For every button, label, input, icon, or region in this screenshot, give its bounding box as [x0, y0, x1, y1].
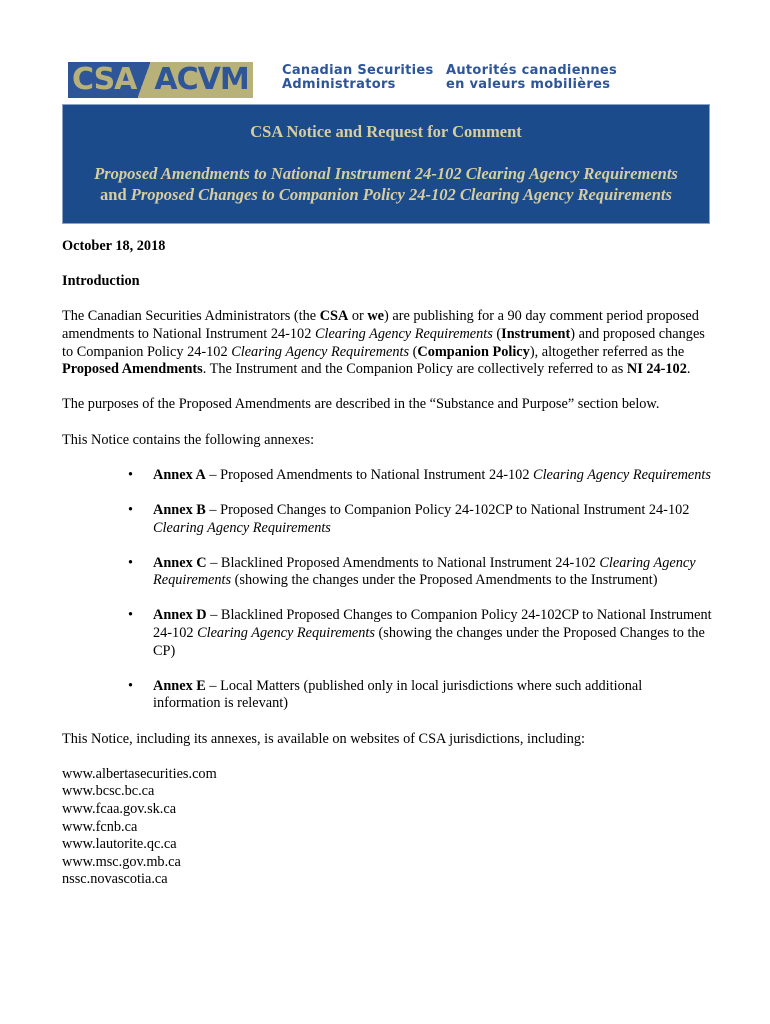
notice-title: CSA Notice and Request for Comment: [250, 122, 522, 141]
title-banner: [62, 104, 710, 224]
website-link[interactable]: www.fcaa.gov.sk.ca: [62, 801, 177, 817]
org-fr-line2: en valeurs mobilières: [446, 77, 611, 92]
notice-subtitle-line1: Proposed Amendments to National Instrument 24-102 Clearing Agency Requirements: [94, 164, 678, 183]
annexes-intro: This Notice contains the following annexes:: [62, 431, 315, 448]
purpose-paragraph: The purposes of the Proposed Amendments are described in the “Substance and Purpose” section below.: [62, 396, 660, 413]
org-name-fr: [446, 64, 617, 92]
org-name-en: [282, 64, 434, 92]
annex-list: [62, 467, 712, 713]
logo-csa: CSA: [68, 62, 138, 98]
annex-item: • Annex C – Blacklined Proposed Amendments to National Instrument 24-102 Clearing Agency Requirements (showing the changes under the Proposed Amendments to the Instrument): [128, 554, 696, 589]
logo-acvm: ACVM: [150, 62, 252, 98]
annex-item: • Annex D – Blacklined Proposed Changes to Companion Policy 24-102CP to National Instrument 24-102 Clearing Agency Requirements (showing the changes under the Proposed Changes to the CP): [128, 607, 712, 659]
bullet-icon: •: [128, 607, 134, 624]
subtitle-line2-text: Proposed Changes to Companion Policy 24-102 Clearing Agency Requirements: [130, 185, 672, 204]
website-link[interactable]: www.msc.gov.mb.ca: [62, 853, 181, 870]
website-list: [62, 766, 712, 889]
annex-item: • Annex B – Proposed Changes to Companion Policy 24-102CP to National Instrument 24-102 Clearing Agency Requirements: [128, 501, 690, 536]
notice-subtitle-line2: [63, 186, 709, 204]
org-fr-line1: Autorités canadiennes: [446, 63, 618, 78]
subtitle-and: and: [100, 185, 131, 204]
bullet-icon: •: [128, 677, 134, 694]
website-link[interactable]: nssc.novascotia.ca: [62, 871, 168, 888]
org-en-line1: Canadian Securities: [282, 63, 434, 78]
annex-item: • Annex A – Proposed Amendments to National Instrument 24-102 Clearing Agency Requirements: [128, 466, 711, 483]
logo-slash: [138, 62, 150, 98]
csa-acvm-logo: [68, 62, 253, 98]
intro-paragraph: The Canadian Securities Administrators (the CSA or we) are publishing for a 90 day comment period proposed amendments to National Instrument 24-102 Clearing Agency Requirements (Instrument) and proposed changes to Companion Policy 24-102 Clearing Agency Requirements (Companion Policy), altogether referred as the Proposed Amendments. The Instrument and the Companion Policy are collectively referred to as NI 24-102.: [62, 308, 705, 378]
org-en-line2: Administrators: [282, 77, 396, 92]
bullet-icon: •: [128, 501, 134, 518]
section-heading-introduction: Introduction: [62, 273, 140, 290]
annex-item: • Annex E – Local Matters (published only in local jurisdictions where such additional information is relevant): [128, 677, 643, 712]
website-link[interactable]: www.albertasecurities.com: [62, 765, 217, 782]
notice-date: October 18, 2018: [62, 238, 166, 254]
website-link[interactable]: www.fcnb.ca: [62, 818, 138, 835]
availability-paragraph: This Notice, including its annexes, is available on websites of CSA jurisdictions, including:: [62, 730, 585, 747]
document-body: [62, 238, 712, 889]
bullet-icon: •: [128, 466, 134, 483]
bullet-icon: •: [128, 554, 134, 571]
website-link[interactable]: www.lautorite.qc.ca: [62, 836, 177, 853]
website-link[interactable]: www.bcsc.bc.ca: [62, 783, 155, 800]
